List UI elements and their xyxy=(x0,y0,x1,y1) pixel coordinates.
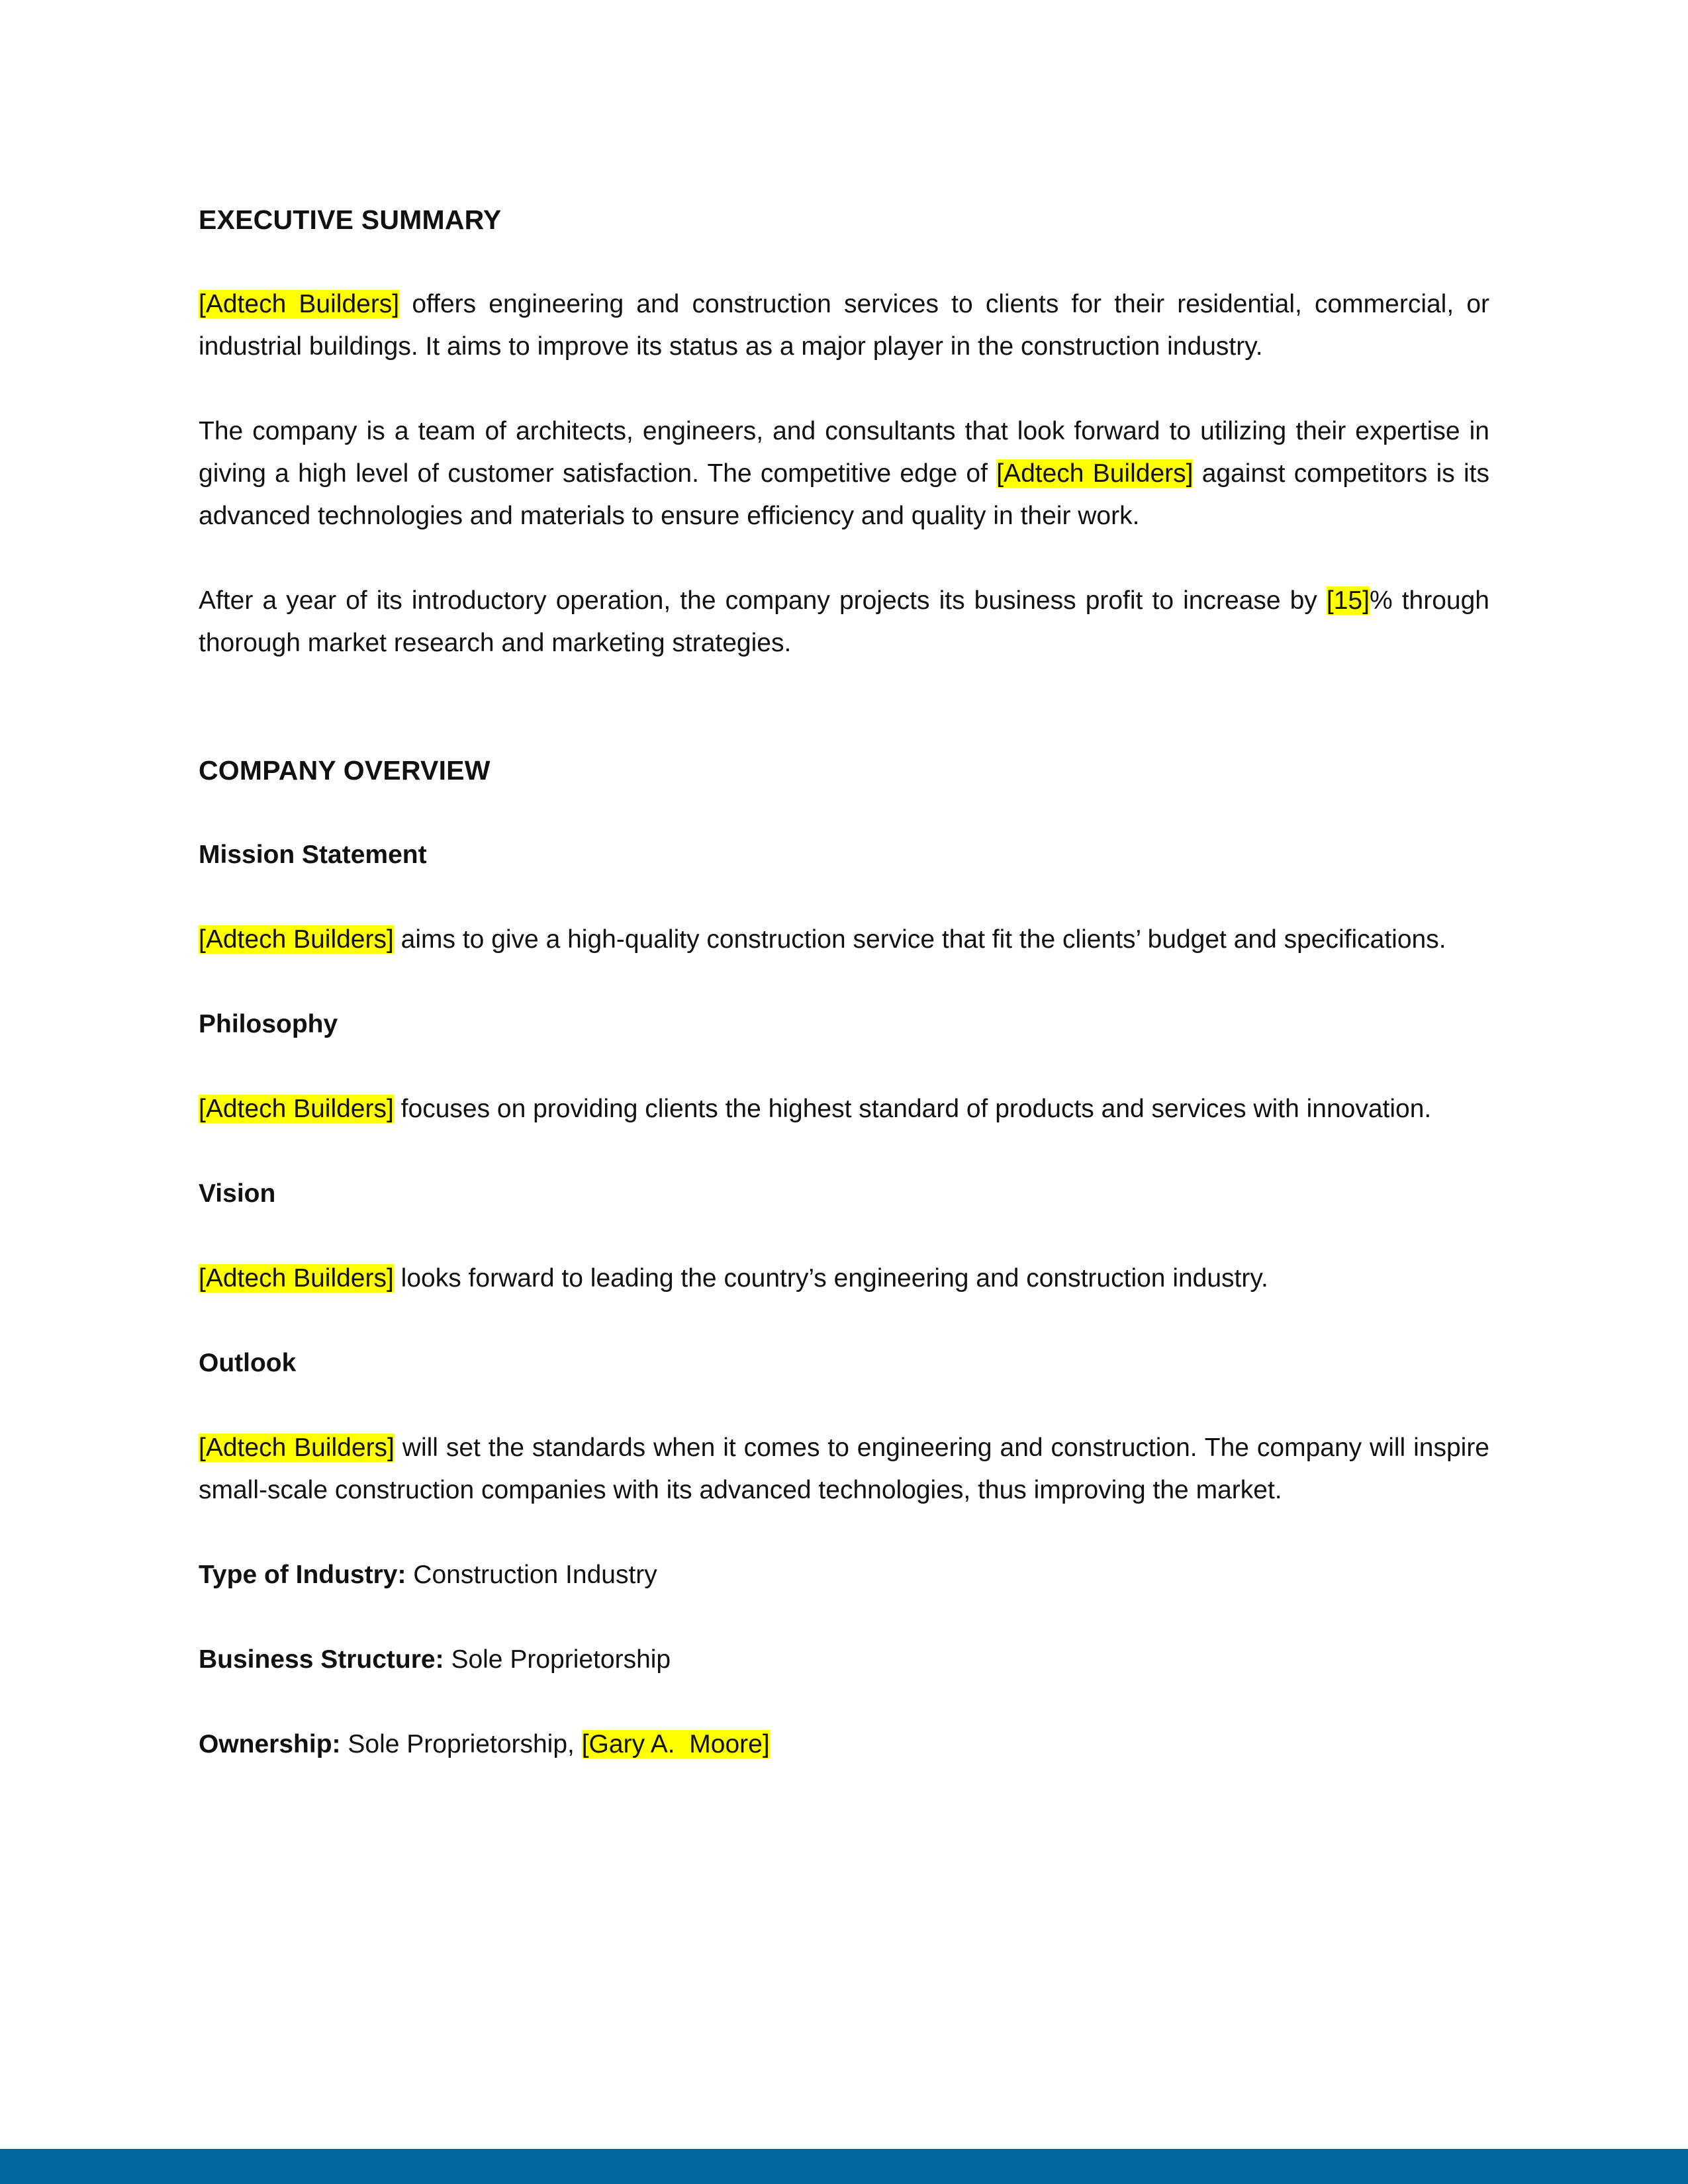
outlook-text: [Adtech Builders] will set the standards when it comes to engineering and construction. The company will inspire small-scale construction companies with its advanced technologies, thus improving the market. xyxy=(199,1433,1489,1504)
ownership-line xyxy=(199,1723,1489,1766)
company-overview-heading: COMPANY OVERVIEW xyxy=(199,755,491,786)
company-name-highlight: [Adtech Builders] xyxy=(199,1433,395,1462)
business-structure-label: Business Structure: xyxy=(199,1645,444,1674)
company-name-highlight: [Adtech Builders] xyxy=(199,925,394,954)
company-name-highlight: [Adtech Builders] xyxy=(199,290,400,318)
mission-statement-text: [Adtech Builders] aims to give a high-quality construction service that fit the clients’ budget and specifications. xyxy=(199,925,1446,954)
profit-percent-highlight: [15] xyxy=(1326,586,1370,615)
company-name-highlight: [Adtech Builders] xyxy=(996,459,1194,488)
philosophy-title: Philosophy xyxy=(199,1010,338,1038)
executive-summary-paragraph-3: After a year of its introductory operation, the company projects its business profit to increase by [15]% through thorough market research and marketing strategies. xyxy=(199,586,1489,657)
owner-name-highlight: [Gary A. Moore] xyxy=(581,1730,770,1758)
outlook-title: Outlook xyxy=(199,1349,297,1377)
ownership-label: Ownership: xyxy=(199,1730,341,1758)
business-structure-line xyxy=(199,1639,1489,1681)
vision-title: Vision xyxy=(199,1179,276,1208)
industry-type-label: Type of Industry: xyxy=(199,1561,406,1589)
executive-summary-paragraph-1: [Adtech Builders] offers engineering and construction services to clients for their residential, commercial, or industrial buildings. It aims to improve its status as a major player in the construction industry. xyxy=(199,290,1490,361)
company-name-highlight: [Adtech Builders] xyxy=(199,1095,394,1123)
philosophy-text: [Adtech Builders] focuses on providing clients the highest standard of products and services with innovation. xyxy=(199,1095,1432,1123)
company-name-highlight: [Adtech Builders] xyxy=(199,1264,394,1293)
industry-type-line xyxy=(199,1554,1489,1596)
footer-bar xyxy=(0,2149,1688,2184)
business-structure-value: Sole Proprietorship xyxy=(444,1645,671,1674)
executive-summary-heading: EXECUTIVE SUMMARY xyxy=(199,205,502,235)
document-body xyxy=(199,199,1489,1766)
industry-type-value: Construction Industry xyxy=(406,1561,657,1589)
ownership-value: Sole Proprietorship, xyxy=(340,1730,582,1758)
executive-summary-paragraph-2: The company is a team of architects, engineers, and consultants that look forward to utilizing their expertise in giving a high level of customer satisfaction. The competitive edge of [Adtech Builders] against competitors is its advanced technologies and materials to ensure efficiency and quality in their work. xyxy=(199,417,1489,530)
mission-statement-title: Mission Statement xyxy=(199,841,427,869)
vision-text: [Adtech Builders] looks forward to leading the country’s engineering and construction industry. xyxy=(199,1264,1268,1293)
